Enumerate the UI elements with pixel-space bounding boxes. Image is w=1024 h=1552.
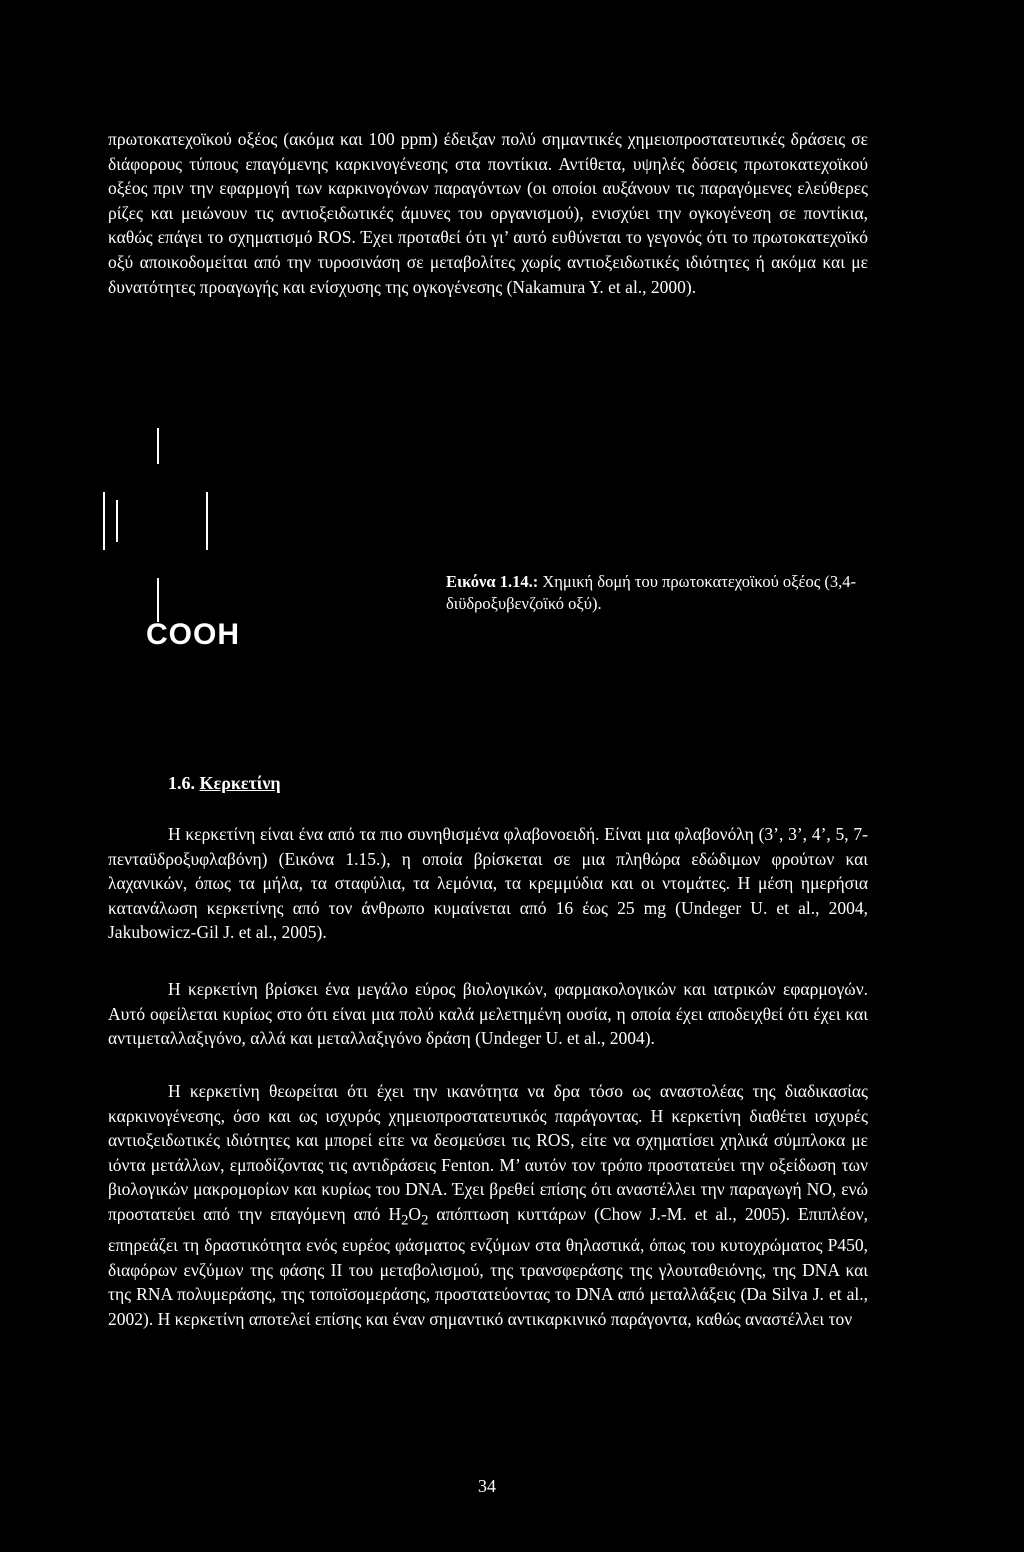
figure-caption-text: Χημική δομή του πρωτοκατεχοϊκού οξέος (3,4-διϋδροξυβενζοϊκό οξύ).: [446, 572, 856, 613]
paragraph-1: Η κερκετίνη είναι ένα από τα πιο συνηθισμένα φλαβονοειδή. Είναι μια φλαβονόλη (3’, 3’, 4’, 5, 7-πενταϋδροξυφλαβόνη) (Εικόνα 1.15.), η οποία βρίσκεται σε μια πληθώρα εδώδιμων φρούτων και λαχανικών, όπως τα μήλα, τα σταφύλια, τα λεμόνια, τα κρεμμύδια και οι ντομάτες. Η μέση ημερήσια κατανάλωση κερκετίνης από τον άνθρωπο κυμαίνεται από 16 έως 25 mg (Undeger U. et al., 2004, Jakubowicz-Gil J. et al., 2005).: [108, 824, 868, 943]
subscript-2b: 2: [421, 1212, 429, 1229]
bond-line-right: [206, 492, 208, 550]
bond-line-top: [157, 428, 159, 464]
section-number: 1.6.: [168, 773, 195, 793]
paragraph-2: Η κερκετίνη βρίσκει ένα μεγάλο εύρος βιολογικών, φαρμακολογικών και ιατρικών εφαρμογών. Αυτό οφείλεται κυρίως στο ότι είναι μια πολύ καλά μελετημένη ουσία, η οποία έχει αποδειχθεί ότι έχει και αντιμεταλλαξιγόνο, αλλά και μεταλλαξιγόνο δράση (Undeger U. et al., 2004).: [108, 979, 868, 1049]
section-heading: [168, 773, 281, 794]
carboxyl-group-label: COOH: [146, 618, 240, 651]
intro-paragraph: πρωτοκατεχοϊκού οξέος (ακόμα και 100 ppm) έδειξαν πολύ σημαντικές χημειοπροστατευτικές δράσεις σε διάφορους τύπους επαγόμενης καρκινογένεσης στα ποντίκια. Αντίθετα, υψηλές δόσεις πρωτοκατεχοϊκού οξέος πριν την εφαρμογή των καρκινογόνων παραγόντων (οι οποίοι αυξάνουν τις παραγόμενες ελεύθερες ρίζες και μειώνουν τις αντιοξειδωτικές άμυνες του οργανισμού), ενισχύει την ογκογένεση σε ποντίκια, καθώς επάγει το σχηματισμό ROS. Έχει προταθεί ότι γι’ αυτό ευθύνεται το γεγονός ότι το πρωτοκατεχοϊκό οξύ αποικοδομείται από την τυροσινάση σε μεταβολίτες χωρίς αντιοξειδωτικές ιδιότητες ή ακόμα και με δυνατότητες προαγωγής και ενίσχυσης της ογκογένεσης (Nakamura Y. et al., 2000).: [108, 129, 868, 297]
subscript-2a: 2: [401, 1212, 409, 1229]
paragraph-3-oxygen: O: [408, 1203, 422, 1224]
paragraph-3-part-a: Η κερκετίνη θεωρείται ότι έχει την ικανότητα να δρα τόσο ως αναστολέας της διαδικασίας καρκινογένεσης, όσο και ως ισχυρός χημειοπροστατευτικός παράγοντας. Η κερκετίνη διαθέτει ισχυρές αντιοξειδωτικές ιδιότητες και μπορεί είτε να δεσμεύσει τις ROS, είτε να σχηματίσει χηλικά σύμπλοκα με ιόντα μετάλλων, εμποδίζοντας τις αντιδράσεις Fenton. Μ’ αυτόν τον τρόπο προστατεύει την οξείδωση των βιολογικών μακρομορίων και κυρίως του DNA. Έχει βρεθεί επίσης ότι αναστέλλει την παραγωγή NO, ενώ προστατεύει από την επαγόμενη από H: [108, 1081, 868, 1224]
paragraph-3-part-b: απόπτωση κυττάρων (Chow J.-M. et al., 2005). Επιπλέον, επηρεάζει τη δραστικότητα ενός ευρέος φάσματος ενζύμων στα θηλαστικά, όπως του κυτοχρώματος P450, διαφόρων ενζύμων της φάσης II του μεταβολισμού, της τρανσφεράσης της γλουταθειόνης, της DNA και της RNA πολυμεράσης, της τοποϊσομεράσης, προστατεύοντας το DNA από μεταλλάξεις (Da Silva J. et al., 2002). Η κερκετίνη αποτελεί επίσης και έναν σημαντικό αντικαρκινικό παράγοντα, καθώς αναστέλλει τον: [108, 1203, 868, 1329]
bond-line-left-inner: [116, 500, 118, 542]
page-number: 34: [478, 1476, 496, 1496]
figure-caption: [446, 571, 876, 615]
bond-line-left-outer: [103, 492, 105, 550]
paragraph-3: [108, 1079, 868, 1331]
section-title: Κερκετίνη: [199, 773, 281, 793]
bond-line-cooh: [157, 578, 159, 622]
figure-caption-label: Εικόνα 1.14.:: [446, 572, 539, 591]
